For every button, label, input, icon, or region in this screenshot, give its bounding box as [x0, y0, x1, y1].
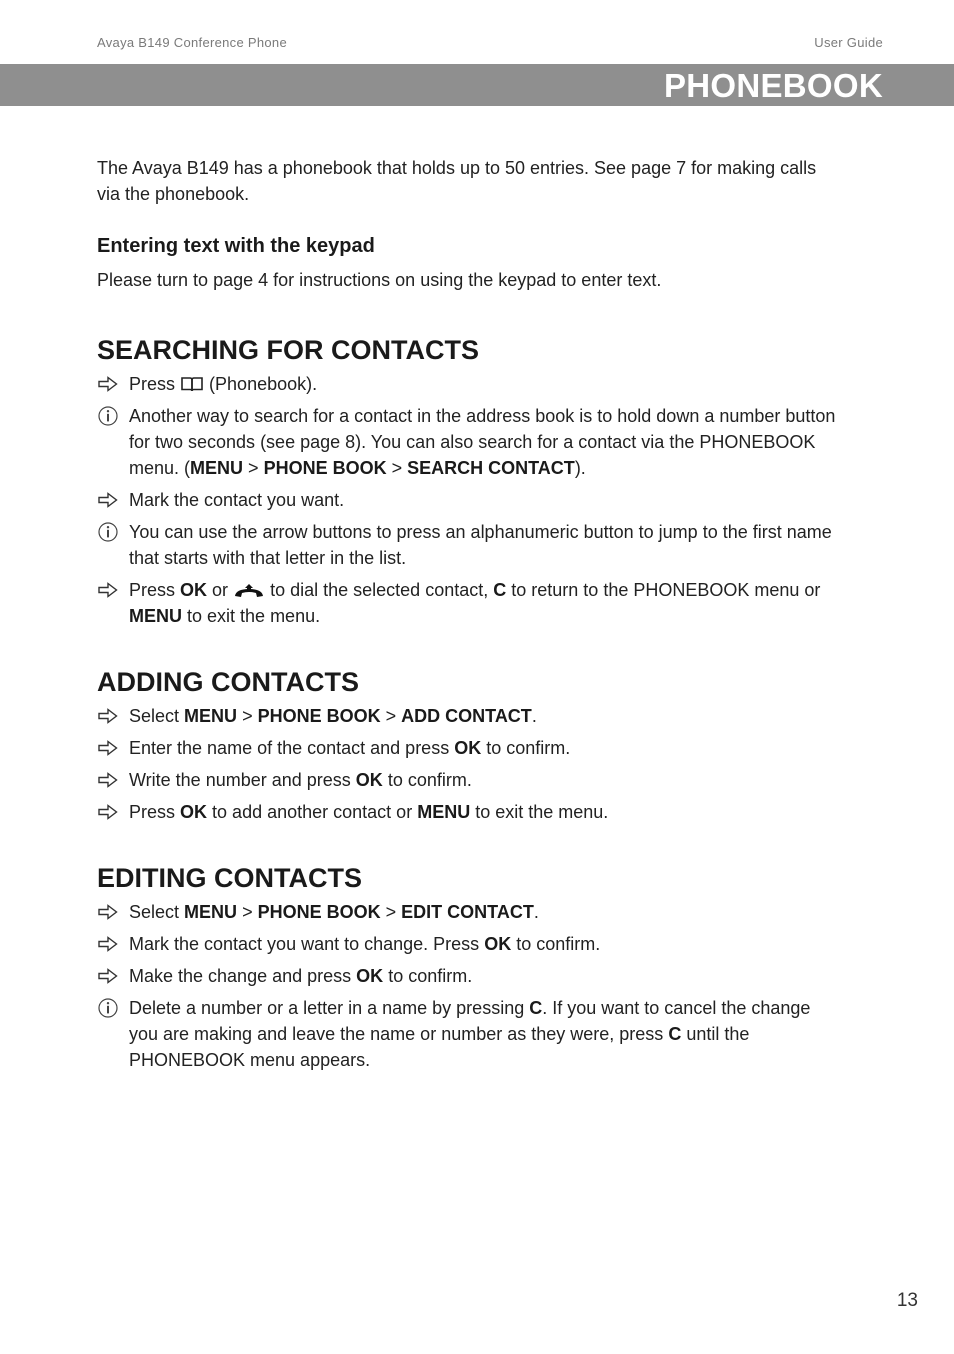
editing-list	[97, 899, 837, 1073]
handset-icon	[233, 581, 265, 599]
book-icon	[180, 375, 204, 393]
list-item: Mark the contact you want.	[97, 487, 837, 513]
searching-heading: SEARCHING FOR CONTACTS	[97, 335, 479, 365]
list-item: Delete a number or a letter in a name by pressing C. If you want to cancel the change you are making and leave the name or number as they were, press C until the PHONEBOOK menu appears.	[97, 995, 837, 1073]
arrow-right-icon	[97, 803, 119, 821]
adding-heading: ADDING CONTACTS	[97, 667, 359, 697]
page-number: 13	[896, 1290, 918, 1311]
list-item: Enter the name of the contact and press OK to confirm.	[97, 735, 837, 761]
arrow-right-icon	[97, 771, 119, 789]
arrow-right-icon	[97, 707, 119, 725]
list-item: Select MENU > PHONE BOOK > ADD CONTACT.	[97, 703, 837, 729]
arrow-right-icon	[97, 375, 119, 393]
intro-paragraph: The Avaya B149 has a phonebook that holds up to 50 entries. See page 7 for making calls via the phonebook.	[97, 158, 817, 204]
info-circle-icon	[97, 405, 119, 427]
arrow-right-icon	[97, 903, 119, 921]
list-item: Press OK to add another contact or MENU to exit the menu.	[97, 799, 837, 825]
list-item: Write the number and press OK to confirm.	[97, 767, 837, 793]
arrow-right-icon	[97, 739, 119, 757]
list-item: Make the change and press OK to confirm.	[97, 963, 837, 989]
page-content	[97, 155, 837, 1079]
keypad-subheading: Entering text with the keypad	[97, 235, 375, 257]
arrow-right-icon	[97, 967, 119, 985]
list-item: Another way to search for a contact in the address book is to hold down a number button for two seconds (see page 8). You can also search for a contact via the PHONEBOOK menu. (MENU > PHONE BOOK > SEARCH CONTACT).	[97, 403, 837, 481]
list-item: Press (Phonebook).	[97, 371, 837, 397]
document-type: User Guide	[814, 35, 883, 50]
keypad-paragraph: Please turn to page 4 for instructions on using the keypad to enter text.	[97, 270, 662, 290]
list-item: You can use the arrow buttons to press an alphanumeric button to jump to the first name that starts with that letter in the list.	[97, 519, 837, 571]
chapter-title: PHONEBOOK	[663, 67, 883, 104]
list-item: Mark the contact you want to change. Press OK to confirm.	[97, 931, 837, 957]
arrow-right-icon	[97, 581, 119, 599]
info-circle-icon	[97, 997, 119, 1019]
document-title: Avaya B149 Conference Phone	[97, 35, 287, 50]
list-item: Select MENU > PHONE BOOK > EDIT CONTACT.	[97, 899, 837, 925]
editing-heading: EDITING CONTACTS	[97, 863, 362, 893]
list-item: Press OK or to dial the selected contact, C to return to the PHONEBOOK menu or MENU to exit the menu.	[97, 577, 837, 629]
searching-list	[97, 371, 837, 629]
chapter-banner	[0, 64, 954, 106]
info-circle-icon	[97, 521, 119, 543]
arrow-right-icon	[97, 935, 119, 953]
arrow-right-icon	[97, 491, 119, 509]
adding-list	[97, 703, 837, 825]
